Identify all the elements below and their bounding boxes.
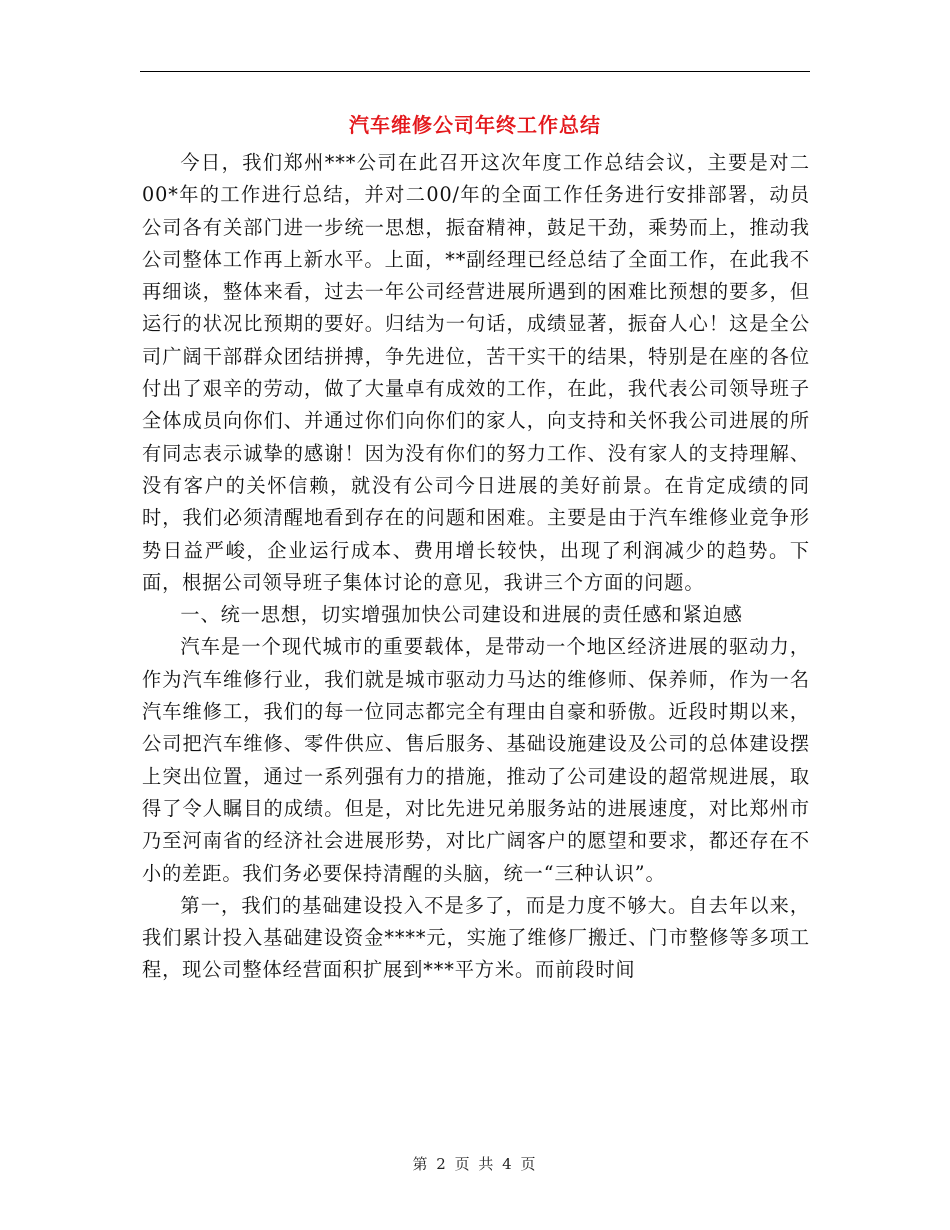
section-heading-1: 一、统一思想，切实增强加快公司建设和进展的责任感和紧迫感 <box>180 603 743 627</box>
paragraph-intro: 今日，我们郑州***公司在此召开这次年度工作总结会议，主要是对二00*年的工作进行总结，并对二00/年的全面工作任务进行安排部署，动员公司各有关部门进一步统一思想，振奋精神，鼓足干劲，乘势而上，推动我公司整体工作再上新水平。上面，**副经理已经总结了全面工作，在此我不再细谈，整体来看，过去一年公司经营进展所遇到的困难比预想的要多，但运行的状况比预期的要好。归结为一句话，成绩显著，振奋人心！这是全公司广阔干部群众团结拼搏，争先进位，苦干实干的结果，特别是在座的各位付出了艰辛的劳动，做了大量卓有成效的工作，在此，我代表公司领导班子全体成员向你们、并通过你们向你们的家人，向支持和关怀我公司进展的所有同志表示诚挚的感谢！因为没有你们的努力工作、没有家人的支持理解、没有客户的关怀信赖，就没有公司今日进展的美好前景。在肯定成绩的同时，我们必须清醒地看到存在的问题和困难。主要是由于汽车维修业竞争形势日益严峻，企业运行成本、费用增长较快，出现了利润减少的趋势。下面，根据公司领导班子集体讨论的意见，我讲三个方面的问题。 <box>142 151 810 594</box>
paragraph-section-1: 汽车是一个现代城市的重要载体，是带动一个地区经济进展的驱动力，作为汽车维修行业，我们就是城市驱动力马达的维修师、保养师，作为一名汽车维修工，我们的每一位同志都完全有理由自豪和骄傲。近段时期以来，公司把汽车维修、零件供应、售后服务、基础设施建设及公司的总体建设摆上突出位置，通过一系列强有力的措施，推动了公司建设的超常规进展，取得了令人瞩目的成绩。但是，对比先进兄弟服务站的进展速度，对比郑州市乃至河南省的经济社会进展形势，对比广阔客户的愿望和要求，都还存在不小的差距。我们务必要保持清醒的头脑，统一“三种认识”。 <box>142 635 810 885</box>
page-number: 第 2 页 共 4 页 <box>412 1155 538 1173</box>
document-body <box>142 147 810 987</box>
paragraph-point-1: 第一，我们的基础建设投入不是多了，而是力度不够大。自去年以来，我们累计投入基础建设资金****元，实施了维修厂搬迁、门市整修等多项工程，现公司整体经营面积扩展到***平方米。而前段时间 <box>142 893 810 982</box>
document-title: 汽车维修公司年终工作总结 <box>349 113 601 137</box>
header-rule <box>140 71 810 72</box>
